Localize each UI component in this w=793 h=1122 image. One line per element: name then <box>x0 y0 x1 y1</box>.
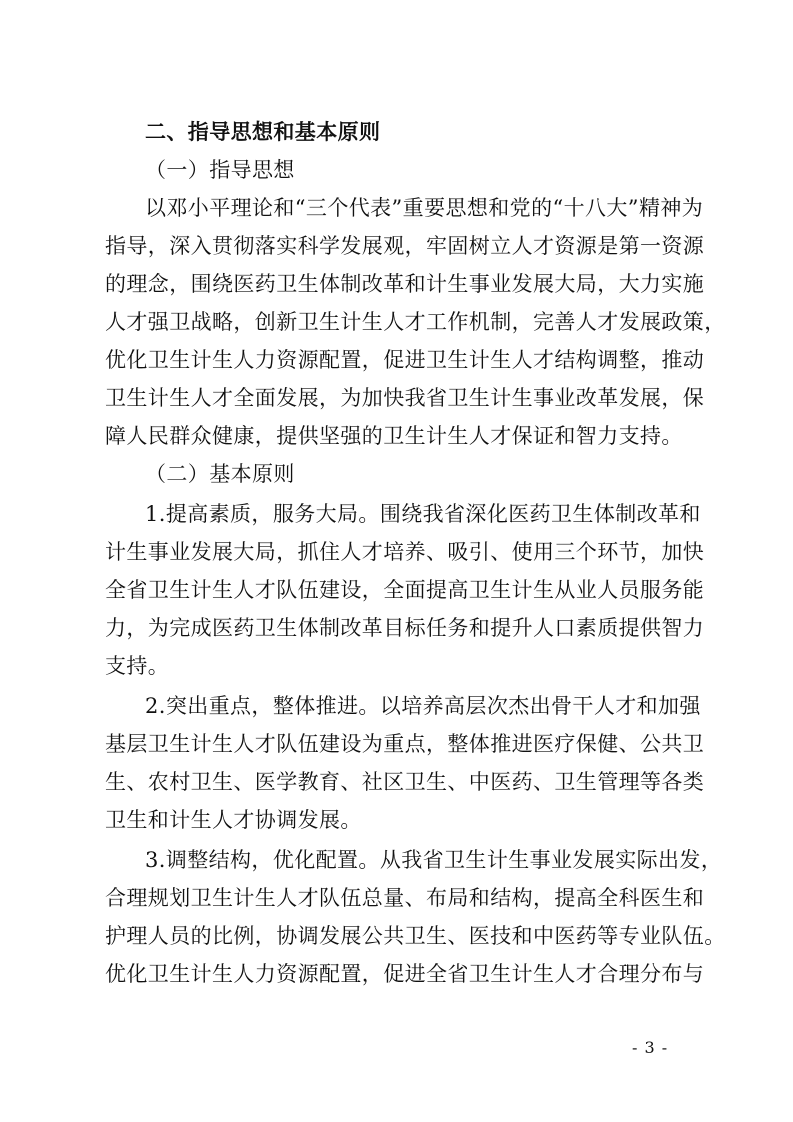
paragraph-line: 优化卫生计生人力资源配置，促进全省卫生计生人才合理分布与 <box>105 962 705 986</box>
subheading-guiding-ideology: （一）指导思想 <box>145 158 295 182</box>
paragraph-line: 计生事业发展大局，抓住人才培养、吸引、使用三个环节，加快 <box>105 540 705 564</box>
paragraph-line: 生、农村卫生、医学教育、社区卫生、中医药、卫生管理等各类 <box>105 770 705 794</box>
paragraph-line: 2.突出重点，整体推进。以培养高层次杰出骨干人才和加强 <box>145 694 701 718</box>
paragraph-line: 合理规划卫生计生人才队伍总量、布局和结构，提高全科医生和 <box>105 886 705 910</box>
paragraph-line: 支持。 <box>105 654 170 678</box>
page-number: - 3 - <box>632 1038 669 1057</box>
paragraph-line: 3.调整结构，优化配置。从我省卫生计生事业发展实际出发， <box>145 848 723 872</box>
paragraph-line: 力，为完成医药卫生体制改革目标任务和提升人口素质提供智力 <box>105 616 705 640</box>
paragraph-line: 基层卫生计生人才队伍建设为重点，整体推进医疗保健、公共卫 <box>105 732 705 756</box>
paragraph-line: 优化卫生计生人力资源配置，促进卫生计生人才结构调整，推动 <box>105 348 705 372</box>
paragraph-line: 卫生计生人才全面发展，为加快我省卫生计生事业改革发展，保 <box>105 386 705 410</box>
paragraph-line: 全省卫生计生人才队伍建设，全面提高卫生计生从业人员服务能 <box>105 578 705 602</box>
paragraph-line: 指导，深入贯彻落实科学发展观，牢固树立人才资源是第一资源 <box>105 234 705 258</box>
subheading-basic-principles: （二）基本原则 <box>145 462 295 486</box>
paragraph-line: 的理念，围绕医药卫生体制改革和计生事业发展大局，大力实施 <box>105 272 705 296</box>
paragraph-line: 卫生和计生人才协调发展。 <box>105 808 362 832</box>
paragraph-line: 人才强卫战略，创新卫生计生人才工作机制，完善人才发展政策， <box>105 310 726 334</box>
section-heading: 二、指导思想和基本原则 <box>145 120 381 144</box>
paragraph-line: 障人民群众健康，提供坚强的卫生计生人才保证和智力支持。 <box>105 424 683 448</box>
paragraph-line: 以邓小平理论和“三个代表”重要思想和党的“十八大”精神为 <box>145 196 704 220</box>
paragraph-line: 护理人员的比例，协调发展公共卫生、医技和中医药等专业队伍。 <box>105 924 726 948</box>
paragraph-line: 1.提高素质，服务大局。围绕我省深化医药卫生体制改革和 <box>145 502 701 526</box>
